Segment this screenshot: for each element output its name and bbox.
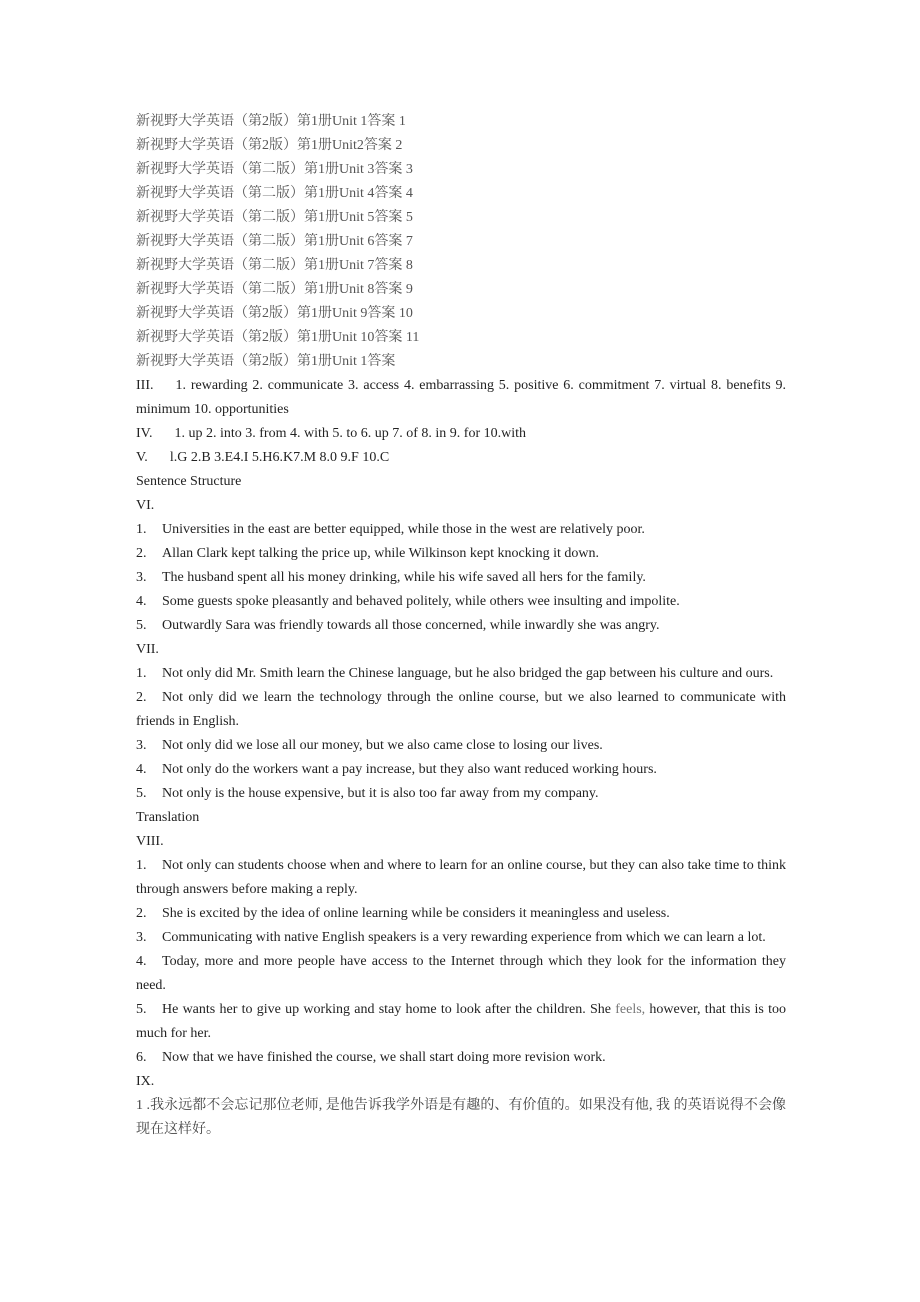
toc-entry[interactable]: 新视野大学英语（第2版）第1册Unit2答案 2 — [136, 138, 403, 153]
toc-entry[interactable]: 新视野大学英语（第2版）第1册Unit 10答案 11 — [136, 330, 420, 345]
list-item: 1. Not only did Mr. Smith learn the Chinese language, but he also bridged the gap between his culture and ours. — [136, 666, 774, 681]
list-item: 2. Not only did we learn the technology through the online course, but we also learned to communicate with friends in English. — [136, 690, 786, 729]
section-iv — [136, 422, 786, 446]
list-item: 2. She is excited by the idea of online learning while be considers it meaningless and useless. — [136, 906, 670, 921]
section-ix-list — [136, 1094, 786, 1142]
section-answers: 1. up 2. into 3. from 4. with 5. to 6. up 7. of 8. in 9. for 10.with — [174, 426, 527, 441]
highlighted-word: feels, — [615, 1002, 646, 1017]
toc-entry[interactable]: 新视野大学英语（第二版）第1册Unit 6答案 7 — [136, 234, 413, 249]
list-item: 2. Allan Clark kept talking the price up, while Wilkinson kept knocking it down. — [136, 546, 599, 561]
sentence-structure-heading: Sentence Structure — [136, 474, 242, 489]
toc-entry[interactable]: 新视野大学英语（第二版）第1册Unit 8答案 9 — [136, 282, 413, 297]
section-iii — [136, 374, 786, 422]
section-label: VII. — [136, 642, 159, 657]
section-v — [136, 446, 786, 470]
list-item: 4. Not only do the workers want a pay increase, but they also want reduced working hours. — [136, 762, 657, 777]
section-answers: l.G 2.B 3.E4.I 5.H6.K7.M 8.0 9.F 10.C — [169, 450, 390, 465]
section-label: VIII. — [136, 834, 164, 849]
section-label: IX. — [136, 1074, 155, 1089]
toc-entry[interactable]: 新视野大学英语（第二版）第1册Unit 7答案 8 — [136, 258, 413, 273]
toc-entry[interactable]: 新视野大学英语（第二版）第1册Unit 4答案 4 — [136, 186, 413, 201]
toc-entry[interactable]: 新视野大学英语（第2版）第1册Unit 1答案 1 — [136, 114, 406, 129]
list-item: 5. Not only is the house expensive, but it is also too far away from my company. — [136, 786, 599, 801]
section-vii-list — [136, 662, 786, 806]
list-item: 3. Not only did we lose all our money, but we also came close to losing our lives. — [136, 738, 603, 753]
section-label: VI. — [136, 498, 155, 513]
toc-entry[interactable]: 新视野大学英语（第二版）第1册Unit 3答案 3 — [136, 162, 413, 177]
table-of-contents — [136, 110, 786, 374]
list-item: 3. Communicating with native English speakers is a very rewarding experience from which we can learn a lot. — [136, 930, 766, 945]
toc-entry[interactable]: 新视野大学英语（第2版）第1册Unit 9答案 10 — [136, 306, 413, 321]
list-item: 1. Not only can students choose when and where to learn for an online course, but they can also take time to think through answers before making a reply. — [136, 858, 786, 897]
section-vi-list — [136, 518, 786, 638]
section-answers: 1. rewarding 2. communicate 3. access 4. embarrassing 5. positive 6. commitment 7. virtual 8. benefits 9. minimum 10. opportunities — [136, 378, 786, 417]
list-item: 3. The husband spent all his money drinking, while his wife saved all hers for the family. — [136, 570, 646, 585]
unit-title: 新视野大学英语（第2版）第1册Unit 1答案 — [136, 354, 396, 369]
list-item: 4. Today, more and more people have access to the Internet through which they look for the information they need. — [136, 954, 786, 993]
translation-heading: Translation — [136, 810, 200, 825]
section-label: IV. — [136, 426, 153, 441]
list-item: 5. He wants her to give up working and stay home to look after the children. She feels, however, that this is too much for her. — [136, 1002, 786, 1041]
document-page — [136, 110, 786, 1142]
section-viii-list — [136, 854, 786, 1070]
section-label: III. — [136, 378, 154, 393]
list-item: 5. Outwardly Sara was friendly towards all those concerned, while inwardly she was angry. — [136, 618, 660, 633]
list-item: 6. Now that we have finished the course, we shall start doing more revision work. — [136, 1050, 606, 1065]
list-item: 1 .我永远都不会忘记那位老师, 是他告诉我学外语是有趣的、有价值的。如果没有他, 我 的英语说得不会像现在这样好。 — [136, 1098, 786, 1137]
list-item: 4. Some guests spoke pleasantly and behaved politely, while others wee insulting and impolite. — [136, 594, 680, 609]
section-label: V. — [136, 450, 148, 465]
list-item: 1. Universities in the east are better equipped, while those in the west are relatively poor. — [136, 522, 645, 537]
toc-entry[interactable]: 新视野大学英语（第二版）第1册Unit 5答案 5 — [136, 210, 413, 225]
